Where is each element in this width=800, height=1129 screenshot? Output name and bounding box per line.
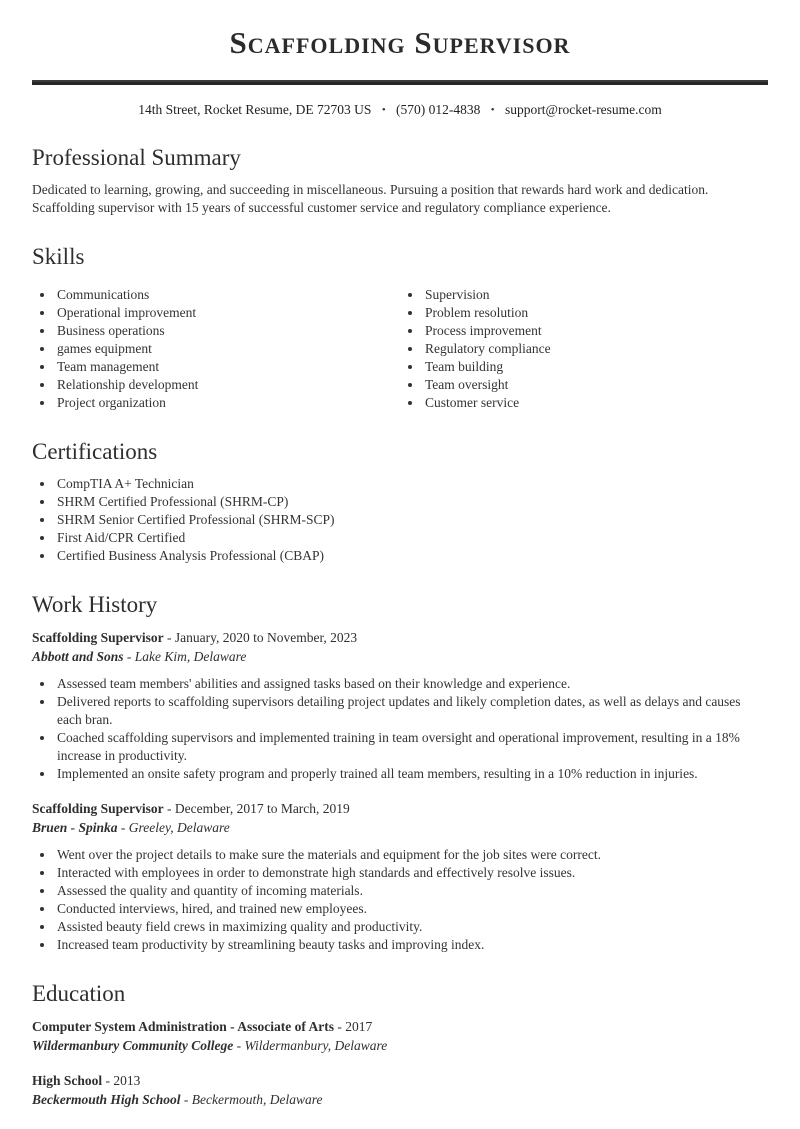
job-company: Abbott and Sons	[32, 649, 124, 664]
job-bullet: • Implemented an onsite safety program and properly trained all team members, resulting in a 10% reduction in injuries.	[55, 765, 768, 783]
certification-item: • SHRM Senior Certified Professional (SHRM-SCP)	[55, 511, 768, 529]
job-location: Greeley, Delaware	[128, 820, 230, 835]
education-year: 2013	[113, 1073, 141, 1088]
skill-item: • Team management	[55, 358, 400, 376]
job-bullet: • Assessed team members' abilities and assigned tasks based on their knowledge and experience.	[55, 675, 768, 693]
skill-item: • Project organization	[55, 394, 400, 412]
skill-item: • Business operations	[55, 322, 400, 340]
job-bullet: • Went over the project details to make sure the materials and equipment for the job sites were correct.	[55, 846, 768, 864]
job-bullet: • Delivered reports to scaffolding supervisors detailing project updates and likely completion dates, as well as delays and causes each bran.	[55, 693, 768, 729]
education-location: Wildermanbury, Delaware	[244, 1038, 388, 1053]
skill-item: • Supervision	[423, 286, 768, 304]
education-entry	[32, 1071, 768, 1109]
certifications-list	[32, 475, 768, 565]
job-bullet-list	[32, 846, 768, 954]
certification-item: • SHRM Certified Professional (SHRM-CP)	[55, 493, 768, 511]
job-company-line	[32, 647, 768, 666]
contact-email: support@rocket-resume.com	[505, 102, 662, 117]
job-company: Bruen - Spinka	[32, 820, 118, 835]
resume-title: Scaffolding Supervisor	[229, 25, 571, 60]
certifications-heading: Certifications	[32, 439, 158, 464]
education-degree-line	[32, 1071, 768, 1090]
skills-list-left	[32, 286, 400, 412]
certification-item: • First Aid/CPR Certified	[55, 529, 768, 547]
education-entry	[32, 1017, 768, 1055]
skill-item: • Communications	[55, 286, 400, 304]
separator: -	[337, 1019, 342, 1034]
skill-item: • Process improvement	[423, 322, 768, 340]
job-dates: December, 2017 to March, 2019	[174, 801, 350, 816]
separator: -	[167, 801, 172, 816]
work-history-entry	[32, 628, 768, 783]
contact-line	[32, 102, 768, 118]
contact-address: 14th Street, Rocket Resume, DE 72703 US	[138, 102, 372, 117]
separator: -	[126, 649, 132, 664]
job-bullet: • Interacted with employees in order to demonstrate high standards and effectively resolve issues.	[55, 864, 768, 882]
job-bullet: • Coached scaffolding supervisors and implemented training in team oversight and operational improvement, resulting in a 18% increase in productivity.	[55, 729, 768, 765]
education-degree: High School	[32, 1073, 103, 1088]
separator: -	[183, 1092, 189, 1107]
separator: -	[167, 630, 172, 645]
separator: -	[120, 820, 126, 835]
skill-item: • games equipment	[55, 340, 400, 358]
job-company-line	[32, 818, 768, 837]
job-title: Scaffolding Supervisor	[32, 801, 164, 816]
summary-text: Dedicated to learning, growing, and succeeding in miscellaneous. Pursuing a position that rewards hard work and dedication. Scaffolding supervisor with 15 years of successful customer service and regulatory compliance experience.	[32, 182, 709, 215]
work-history-heading: Work History	[32, 592, 158, 617]
header-divider	[32, 80, 768, 85]
education-school: Beckermouth High School	[32, 1092, 181, 1107]
skill-item: • Regulatory compliance	[423, 340, 768, 358]
job-bullet: • Increased team productivity by streamlining beauty tasks and improving index.	[55, 936, 768, 954]
skill-item: • Team oversight	[423, 376, 768, 394]
job-bullet-list	[32, 675, 768, 783]
skill-item: • Relationship development	[55, 376, 400, 394]
job-bullet: • Assisted beauty field crews in maximizing quality and productivity.	[55, 918, 768, 936]
contact-separator-dot: •	[490, 104, 495, 116]
job-title-line	[32, 628, 768, 647]
education-school: Wildermanbury Community College	[32, 1038, 234, 1053]
skills-list-right	[400, 286, 768, 412]
certification-item: • CompTIA A+ Technician	[55, 475, 768, 493]
skill-item: • Customer service	[423, 394, 768, 412]
education-degree-line	[32, 1017, 768, 1036]
skills-column-left	[32, 280, 400, 412]
contact-separator-dot: •	[381, 104, 386, 116]
summary-heading: Professional Summary	[32, 145, 241, 170]
education-location: Beckermouth, Delaware	[191, 1092, 323, 1107]
skill-item: • Problem resolution	[423, 304, 768, 322]
contact-phone: (570) 012-4838	[396, 102, 481, 117]
job-title-line	[32, 799, 768, 818]
job-bullet: • Conducted interviews, hired, and trained new employees.	[55, 900, 768, 918]
skills-column-right	[400, 280, 768, 412]
job-title: Scaffolding Supervisor	[32, 630, 164, 645]
education-year: 2017	[345, 1019, 373, 1034]
separator: -	[105, 1073, 111, 1088]
skill-item: • Team building	[423, 358, 768, 376]
job-bullet: • Assessed the quality and quantity of incoming materials.	[55, 882, 768, 900]
job-location: Lake Kim, Delaware	[134, 649, 247, 664]
skills-columns	[32, 280, 768, 412]
skill-item: • Operational improvement	[55, 304, 400, 322]
education-heading: Education	[32, 981, 126, 1006]
education-degree: Computer System Administration - Associate of Arts	[32, 1019, 334, 1034]
education-school-line	[32, 1036, 768, 1055]
education-school-line	[32, 1090, 768, 1109]
skills-heading: Skills	[32, 244, 85, 269]
job-dates: January, 2020 to November, 2023	[174, 630, 358, 645]
work-history-entry	[32, 799, 768, 954]
separator: -	[236, 1038, 242, 1053]
certification-item: • Certified Business Analysis Professional (CBAP)	[55, 547, 768, 565]
